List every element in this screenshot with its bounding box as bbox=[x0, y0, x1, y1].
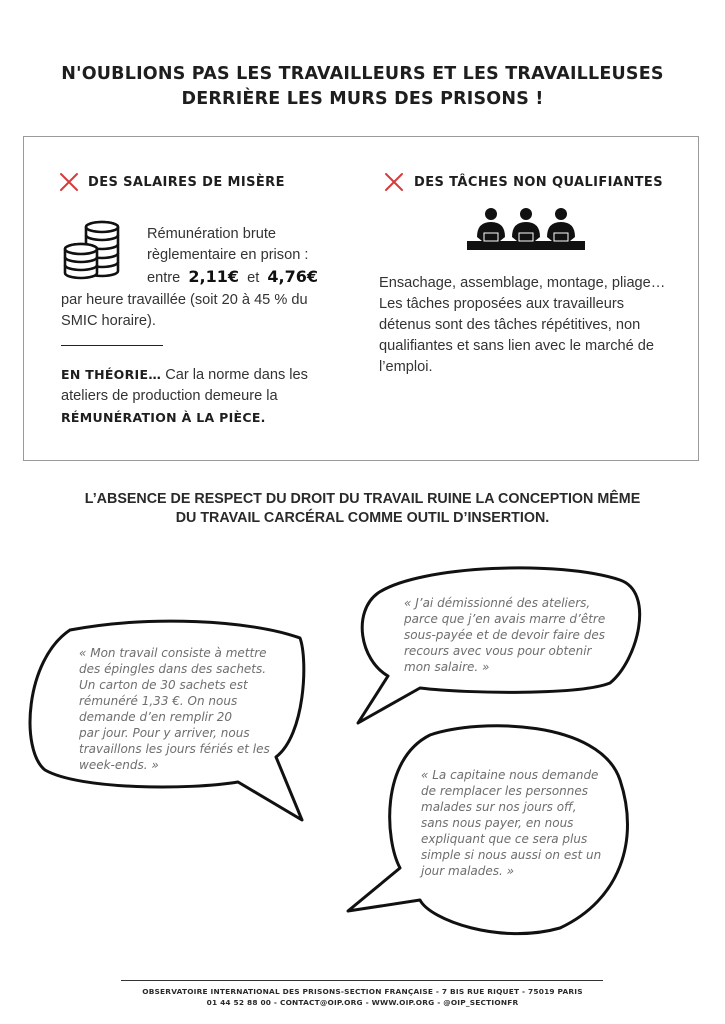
quote-left-line: des épingles dans des sachets. bbox=[79, 662, 267, 676]
wage-line-4: par heure travaillée (soit 20 à 45 % du bbox=[61, 292, 308, 308]
wage-description bbox=[147, 224, 318, 289]
quote-left-line: demande d’en remplir 20 bbox=[79, 710, 233, 724]
wage-line-3 bbox=[147, 266, 318, 289]
subtitle-line-2: DU TRAVAIL CARCÉRAL COMME OUTIL D’INSERTION. bbox=[175, 510, 550, 526]
quote-left-line: Un carton de 30 sachets est bbox=[79, 678, 248, 692]
tasks-line-1: Ensachage, assemblage, montage, pliage… bbox=[379, 275, 666, 291]
page-title bbox=[0, 62, 725, 112]
tasks-line-3: détenus sont des tâches répétitives, non bbox=[379, 317, 641, 333]
section-divider bbox=[61, 345, 163, 346]
min-wage-value: 2,11€ bbox=[188, 267, 239, 286]
quote-top-right-line: « J’ai démissionné des ateliers, bbox=[404, 596, 591, 610]
footer-divider bbox=[121, 980, 603, 981]
quote-left bbox=[79, 645, 270, 773]
wage-detail bbox=[61, 290, 308, 332]
quote-bottom-right-line: sans nous payer, en nous bbox=[421, 816, 574, 830]
wage-line-5: SMIC horaire). bbox=[61, 313, 156, 329]
quote-bottom-right-line: simple si nous aussi on est un bbox=[421, 848, 602, 862]
subtitle-line-1: L’ABSENCE DE RESPECT DU DROIT DU TRAVAIL RUINE LA CONCEPTION MÊME bbox=[84, 491, 641, 507]
quote-left-line: « Mon travail consiste à mettre bbox=[79, 646, 267, 660]
quote-top-right-line: parce que j’en avais marre d’être bbox=[404, 612, 606, 626]
red-cross-icon bbox=[384, 172, 404, 192]
tasks-description bbox=[379, 273, 665, 378]
wage-line-1: Rémunération brute bbox=[147, 226, 276, 242]
workers-at-table-icon bbox=[467, 207, 585, 253]
piece-rate-emphasis: RÉMUNÉRATION À LA PIÈCE. bbox=[61, 410, 266, 425]
tasks-line-2: Les tâches proposées aux travailleurs bbox=[379, 296, 624, 312]
theory-paragraph bbox=[61, 364, 308, 428]
quote-bottom-right-line: jour malades. » bbox=[421, 864, 515, 878]
tasks-heading: DES TÂCHES NON QUALIFIANTES bbox=[414, 175, 663, 190]
quote-top-right-line: sous-payée et de devoir faire des bbox=[404, 628, 605, 642]
quote-top-right-line: mon salaire. » bbox=[404, 660, 490, 674]
footer-contact: 01 44 52 88 00 - CONTACT@OIP.ORG - WWW.OIP.ORG - @OIP_SECTIONFR bbox=[206, 997, 519, 1007]
quote-left-line: rémunéré 1,33 €. On nous bbox=[79, 694, 238, 708]
quote-bottom-right bbox=[421, 767, 601, 879]
footer bbox=[0, 987, 725, 1008]
tasks-line-4: qualifiantes et sans lien avec le marché de bbox=[379, 338, 655, 354]
tasks-line-5: l’emploi. bbox=[379, 359, 433, 375]
section-subtitle bbox=[0, 490, 725, 528]
footer-address: OBSERVATOIRE INTERNATIONAL DES PRISONS-SECTION FRANÇAISE - 7 BIS RUE RIQUET - 75019 PARIS bbox=[142, 987, 583, 996]
and-label: et bbox=[247, 270, 260, 286]
quote-left-line: travaillons les jours fériés et les bbox=[79, 742, 270, 756]
between-label: entre bbox=[147, 270, 181, 286]
quote-bottom-right-line: « La capitaine nous demande bbox=[421, 768, 599, 782]
red-cross-icon bbox=[59, 172, 79, 192]
theory-text-1: Car la norme dans les bbox=[165, 367, 308, 383]
theory-label: EN THÉORIE… bbox=[61, 367, 162, 382]
wage-line-2: règlementaire en prison : bbox=[147, 247, 309, 263]
quote-top-right bbox=[404, 595, 605, 675]
theory-text-2: ateliers de production demeure la bbox=[61, 388, 278, 404]
quote-top-right-line: recours avec vous pour obtenir bbox=[404, 644, 592, 658]
title-line-1: N'OUBLIONS PAS LES TRAVAILLEURS ET LES TRAVAILLEUSES bbox=[61, 64, 664, 84]
quote-left-line: par jour. Pour y arriver, nous bbox=[79, 726, 250, 740]
salaries-heading: DES SALAIRES DE MISÈRE bbox=[88, 175, 285, 190]
quote-bottom-right-line: de remplacer les personnes bbox=[421, 784, 589, 798]
coins-stack-icon bbox=[62, 219, 126, 283]
title-line-2: DERRIÈRE LES MURS DES PRISONS ! bbox=[181, 89, 544, 109]
quote-left-line: week-ends. » bbox=[79, 758, 159, 772]
quote-bottom-right-line: expliquant que ce sera plus bbox=[421, 832, 588, 846]
max-wage-value: 4,76€ bbox=[267, 267, 318, 286]
quote-bottom-right-line: malades sur nos jours off, bbox=[421, 800, 577, 814]
